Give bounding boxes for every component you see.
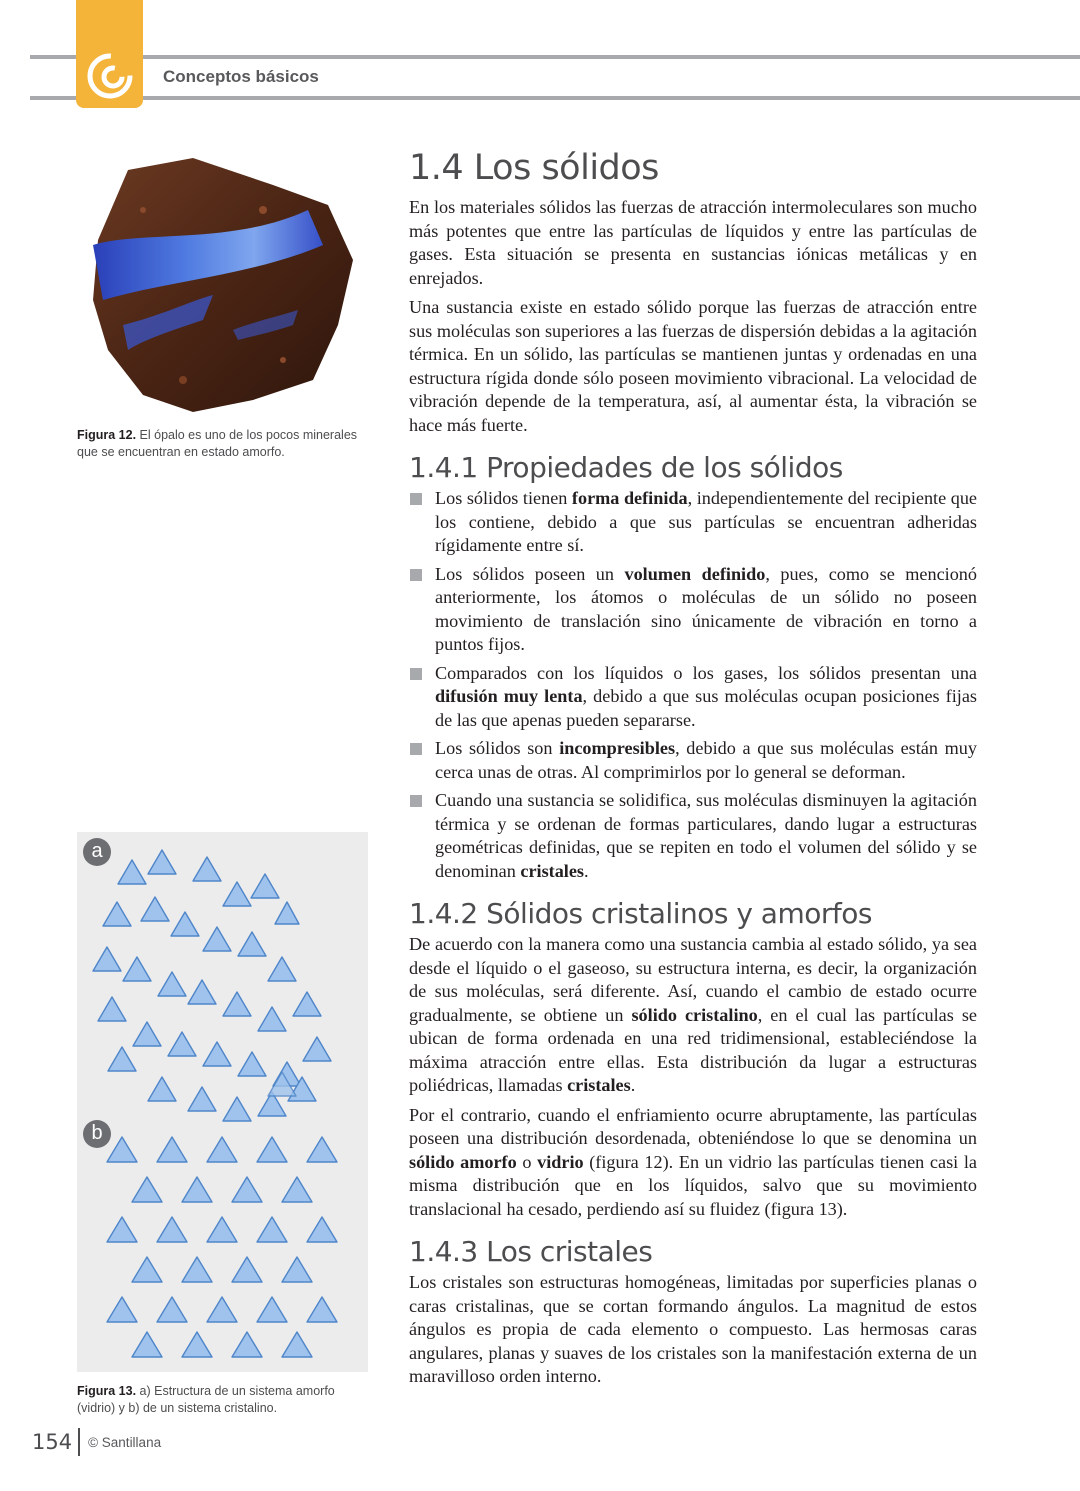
paragraph: En los materiales sólidos las fuerzas de atracción intermoleculares son mucho más potentes que entre las partículas de líquidos y entre las partículas de gases. Esta situación se presenta en sustancias iónicas metálicas y en enrejados.	[409, 197, 977, 288]
list-item: Cuando una sustancia se solidifica, sus moléculas disminuyen la agitación térmica y se ordenan de formas particulares, dando lugar a estructuras geométricas definidas, que se repiten en todo el volumen del sólido y se denominan cristales.	[409, 789, 977, 883]
bullet-square-icon	[410, 493, 422, 505]
crystalline-structure	[107, 1137, 337, 1357]
bullet-square-icon	[410, 569, 422, 581]
header-title: Conceptos básicos	[163, 67, 319, 86]
figure-13-text: a) Estructura de un sistema amorfo (vidrio) y b) de un sistema cristalino.	[77, 1384, 335, 1415]
swirl-logo-icon	[84, 50, 136, 102]
amorphous-structure	[93, 850, 331, 1121]
structure-figure	[77, 832, 368, 1372]
list-item: Los sólidos son incompresibles, debido a que sus moléculas están muy cerca unas de otras. Al comprimirlos por lo general se deforman.	[409, 737, 977, 784]
main-text	[409, 148, 977, 1395]
footer-divider	[78, 1428, 80, 1456]
figure-13-caption	[77, 1383, 369, 1417]
list-item: Los sólidos poseen un volumen definido, pues, como se mencionó anteriormente, los átomos o moléculas de un sólido no poseen movimiento de translación sino únicamente de vibración en torno a puntos fijos.	[409, 563, 977, 657]
publisher-credit: © Santillana	[88, 1434, 162, 1450]
figure-13-label-b: b	[83, 1120, 111, 1148]
header-rule-top	[30, 55, 1080, 59]
subsection-title: 1.4.2 Sólidos cristalinos y amorfos	[409, 897, 872, 930]
section-tab	[76, 0, 143, 108]
list-item: Comparados con los líquidos o los gases, los sólidos presentan una difusión muy lenta, debido a que sus moléculas ocupan posiciones fijas de las que apenas pueden separarse.	[409, 662, 977, 733]
bullet-square-icon	[410, 668, 422, 680]
list-item: Los sólidos tienen forma definida, independientemente del recipiente que los contiene, debido a que sus partículas se encuentran adheridas rígidamente entre sí.	[409, 487, 977, 558]
page-number: 154	[32, 1430, 73, 1454]
bullet-square-icon	[410, 743, 422, 755]
bullet-square-icon	[410, 795, 422, 807]
figure-12-caption	[77, 427, 369, 461]
section-title: 1.4 Los sólidos	[409, 148, 659, 188]
paragraph: De acuerdo con la manera como una sustancia cambia al estado sólido, ya sea desde el líquido o el gaseoso, su estructura interna, es decir, la organización de sus moléculas, será diferente. Así, cuando el cambio de estado ocurre gradualmente, se obtiene un sólido cristalino, en el cual las partículas se ubican de forma ordenada en una red tridimensional, estableciéndose la máxima atracción entre ellas. Esta distribución da lugar a estructuras poliédricas, llamadas cristales.	[409, 934, 977, 1095]
page-footer	[32, 1428, 161, 1456]
header-rule-bottom	[30, 96, 1080, 100]
structure-diagram	[77, 832, 368, 1372]
figure-13-label-a: a	[83, 838, 111, 866]
figure-12-text: El ópalo es uno de los pocos minerales que se encuentran en estado amorfo.	[77, 428, 358, 459]
paragraph: Una sustancia existe en estado sólido porque las fuerzas de atracción entre sus moléculas son superiores a las fuerzas de dispersión debidas a la agitación térmica. En un sólido, las partículas se mantienen juntas y ordenadas en una estructura rígida donde sólo poseen movimiento vibracional. La velocidad de vibración depende de la temperatura, así, al aumentar ésta, la vibración se hace más fuerte.	[409, 297, 977, 435]
figure-12-label: Figura 12.	[77, 428, 137, 442]
opal-image	[83, 150, 365, 415]
paragraph: Los cristales son estructuras homogéneas, limitadas por superficies planas o caras cristalinas, que se cortan formando ángulos. La magnitud de estos ángulos es propia de cada elemento o compuesto. Las hermosas caras angulares, planas y suaves de los cristales son la manifestación externa de un maravilloso orden interno.	[409, 1272, 977, 1386]
properties-list	[409, 487, 977, 883]
paragraph: Por el contrario, cuando el enfriamiento ocurre abruptamente, las partículas poseen una distribución desordenada, obteniéndose lo que se denomina un sólido amorfo o vidrio (figura 12). En un vidrio las partículas tienen casi la misma distribución que en los líquidos, salvo que su movimiento translacional ha cesado, perdiendo así su fluidez (figura 13).	[409, 1104, 977, 1219]
subsection-title: 1.4.3 Los cristales	[409, 1235, 653, 1268]
figure-13-label: Figura 13.	[77, 1384, 137, 1398]
subsection-title: 1.4.1 Propiedades de los sólidos	[409, 451, 843, 484]
